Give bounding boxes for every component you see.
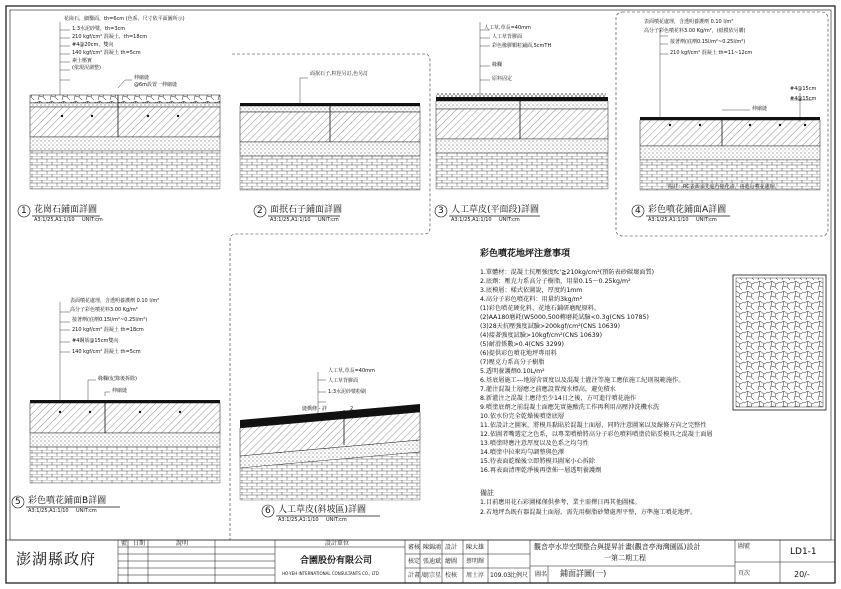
detail-3-section xyxy=(435,22,608,217)
detail-6-label: 縫橋條 - 詳 xyxy=(302,406,327,412)
detail-3-title: 人工草皮(平面段)詳圖 xyxy=(451,205,540,215)
detail-3-scale: A3:1/25,A1:1/10 xyxy=(451,217,492,223)
detail-3-label: 緣欄 xyxy=(492,62,503,68)
detail-2-unit: UNIT:cm xyxy=(318,217,339,223)
page-number: 20/- xyxy=(794,570,810,579)
notes-title: 彩色噴花地坪注意事項 xyxy=(480,249,571,259)
revision-header: 日期 xyxy=(133,540,146,547)
detail-6-scale: A3:1/25,A1:1/10 xyxy=(278,517,319,523)
detail-1-label: @6m設置一伸縮縫 xyxy=(134,82,178,88)
detail-6-label: 人工草,草長=40mm xyxy=(328,368,375,374)
detail-4-title: 彩色噴花鋪面A詳圖 xyxy=(648,205,727,215)
note-item: (2)AA180磨耗(W5000,500轉磨耗試驗<0.3g(CNS 10785) xyxy=(480,314,649,321)
detail-4-scale: A3:1/25,A1:1/10 xyxy=(648,217,689,223)
detail-5-label: 140 kgf/cm² 混凝土 th=5cm xyxy=(72,349,141,355)
staff-name: 周士淳 xyxy=(466,572,485,579)
revision-header: 說明 xyxy=(176,540,189,547)
detail-1-unit: UNIT:cm xyxy=(82,217,103,223)
role-label: 審核 xyxy=(408,544,421,551)
role-person: 張迪斌 xyxy=(423,558,442,565)
note-item: 15.待表面乾燥後立即將模具圖案小心拆除 xyxy=(480,458,596,465)
note-item: 2.底劑：壓克力系高分子樹脂，用量0.15～0.25kg/m² xyxy=(480,278,631,285)
detail-6-title: 人工草皮(斜坡區)詳圖 xyxy=(278,505,367,515)
sheet-number: LD1-1 xyxy=(790,547,817,557)
note-item: 9.噴塗底劑之前混凝土面應先實施酸洗工作再利用高壓沖洗機水洗 xyxy=(480,404,660,411)
detail-5-label: 表面噴花處理，含透明養護劑 0.10 l/m² xyxy=(70,298,160,304)
detail-3-unit: UNIT:cm xyxy=(499,217,520,223)
detail-1-label: 1:3水泥砂漿，th=3cm xyxy=(72,26,126,32)
company-name: 合園股份有限公司 xyxy=(300,556,373,566)
detail-3-number: 3 xyxy=(438,206,444,216)
detail-1-label: 140 kgf/cm² 混凝土 th=5cm xyxy=(72,50,141,56)
detail-1-label: (依現況調整) xyxy=(72,65,101,71)
note-item: 5.透明養護劑0.10L/m² xyxy=(480,368,545,375)
detail-4-label: 接著劑(底劑0.15l/m²~0.25l/m²) xyxy=(670,39,746,45)
staff-role: 設計 xyxy=(445,544,458,551)
detail-4-label: #4@15cm xyxy=(790,96,817,102)
detail-1-scale: A3:1/25,A1:1/10 xyxy=(34,217,75,223)
detail-5-label: 210 kgf/cm² 混凝土 th=18cm xyxy=(72,327,144,333)
detail-3-label: 人工草背膠面 xyxy=(492,34,523,40)
sheet-label: 圖號 xyxy=(738,543,751,550)
staff-name: 蔡明輝 xyxy=(466,558,485,565)
detail-4-label: 表面噴花處理，含透明養護劑 0.10 l/m² xyxy=(644,19,734,25)
detail-2-section xyxy=(240,78,420,217)
design-unit-header: 設計單位 xyxy=(325,540,350,547)
note-item: 11.依設計之圖案，將模具黏貼於混凝土面層，同時注意圖案以及線條方向之完整性 xyxy=(480,422,707,429)
note-item: 3.底模層：樣式依圖說，厚度約1mm xyxy=(480,287,583,294)
role-person: 陳錦鴻 xyxy=(423,544,442,551)
detail-3-label: 原料固定 xyxy=(492,76,513,82)
detail-4-label: 伸縮縫 xyxy=(752,106,768,112)
project-subtitle: 一第二期工程 xyxy=(604,554,646,562)
detail-2-label: 面抿石子,粒徑另訂,色另訂 xyxy=(310,71,369,77)
detail-4-label: #4@15cm xyxy=(790,86,817,92)
detail-5-scale: A3:1/25,A1:1/10 xyxy=(28,508,69,514)
note-item: 12.依圖者嘴選定之色系，以專業噴槍將高分子彩色噴料噴塗於貼妥模具之混凝土面層 xyxy=(480,431,713,438)
detail-1-title: 花崗石鋪面詳圖 xyxy=(34,205,98,215)
detail-5-unit: UNIT:cm xyxy=(76,508,97,514)
detail-4-label: 附註：RC表面須先進行粗化清，再進行噴花處理。 xyxy=(668,184,780,190)
detail-4-unit: UNIT:cm xyxy=(696,217,717,223)
detail-1-label: 素土壓實 xyxy=(72,58,93,64)
role-label: 計畫人 xyxy=(408,572,427,579)
role-label: 核定 xyxy=(408,558,421,565)
detail-3-label: 人工草,草長=40mm xyxy=(484,25,531,31)
role-person: 周宗星 xyxy=(423,572,442,579)
revision-header: 號 xyxy=(121,540,128,547)
detail-1-label: 210 kgf/cm² 混凝土，th=18cm xyxy=(72,34,148,40)
drawing-label: 圖名 xyxy=(535,571,548,578)
detail-4-label: 210 kgf/cm² 混凝土 th=11~12cm xyxy=(670,50,753,56)
detail-6-label: 1:3水泥砂漿粉刷 xyxy=(328,389,367,395)
note-item: (6)提供彩色噴花地坪專用料 xyxy=(480,350,557,357)
detail-5-number: 5 xyxy=(15,497,21,507)
detail-1-label: 花崗石，細鑿面，th=6cm (色系、尺寸依平面圖所示) xyxy=(64,16,185,22)
company-name-en: HO-YEH INTERNATIONAL CONSULTANTS CO., LTD xyxy=(282,571,379,576)
note-item: (7)壓克力系高分子樹脂 xyxy=(480,359,545,366)
note-item: (4)接著強度試驗>10kgf/cm²(CNS 10639) xyxy=(480,332,602,339)
note-item: (1)彩色噴花硬化料，花地石鋪研磨配原料。 xyxy=(480,305,601,312)
detail-1-label: #4@20cm，雙向 xyxy=(72,42,114,48)
note-item: 8.新灌注之混凝土應待至少14日之後，方可進行噴花施作 xyxy=(480,395,637,402)
detail-1-number: 1 xyxy=(21,206,27,216)
detail-6-label: 人工草背膠面 xyxy=(328,378,359,384)
detail-2-title: 面抿石子鋪面詳圖 xyxy=(270,205,343,215)
detail-4-label: 高分子彩色噴花料3.00 Kg/m²，(紙模依另購) xyxy=(644,28,746,34)
staff-role: 繪圖 xyxy=(445,558,458,565)
detail-1-label: 伸縮縫 xyxy=(134,75,150,81)
note-item: 14.噴塗中拉來均勻調整與色澤 xyxy=(480,449,565,456)
staff-role: 校核 xyxy=(445,572,458,579)
detail-5-label: #4鋼筋@15cm雙向 xyxy=(72,338,119,344)
note-item: 6.基底層施工---地層含實度以及混凝土灌注等施工應依施工紀則規範施作。 xyxy=(480,377,685,384)
staff-name: 陳大雄 xyxy=(466,544,485,551)
client-name: 澎湖縣政府 xyxy=(16,550,97,568)
detail-5-label: 伸縮縫 xyxy=(112,388,128,394)
remark-item: 1.目前應用花石彩圖樣僅供參考，業主需擇日再其他圖樣。 xyxy=(480,499,641,506)
detail-2-scale: A3:1/25,A1:1/10 xyxy=(270,217,311,223)
stone-pattern-plan xyxy=(733,275,826,410)
note-item: 1.單體材：混凝土抗壓強度fc'≧210kg/cm²(預防表砂碳壞面質) xyxy=(480,269,655,276)
date-value: 109.03 xyxy=(490,572,511,579)
detail-3-label: 彩色橡膠顆粒鋪面,5cmTH xyxy=(492,43,552,49)
remarks-title: 備註 xyxy=(480,489,494,497)
detail-6-label: 2 xyxy=(350,406,354,412)
note-item: 7.灌注混凝土層應之前應設置洩水標高，避免積水 xyxy=(480,386,616,393)
remark-item: 2.若地坪為既有器混凝土面層，需先用樹脂砂漿處理平整，方準施工噴花地坪。 xyxy=(480,509,697,516)
note-item: (3)28天抗壓強度試驗>200kgf/cm²(CNS 10639) xyxy=(480,323,620,330)
detail-6-unit: UNIT:cm xyxy=(326,517,347,523)
note-item: 13.噴塗時應注意厚度以及色系之均勻性 xyxy=(480,440,589,447)
drawing-title: 鋪面詳圖(一) xyxy=(560,569,607,578)
note-item: (5)耐滑係數>0.4(CNS 3299) xyxy=(480,341,564,348)
detail-5-title: 彩色噴花鋪面B詳圖 xyxy=(28,496,107,506)
note-item: 16.再表面清理乾淨後再塗佈一層透明養護劑 xyxy=(480,467,602,474)
detail-5-label: 接著劑(底劑0.15l/m²~0.25l/m²) xyxy=(72,317,148,323)
detail-2-number: 2 xyxy=(257,206,263,216)
note-item: 10.依水份完全乾燥後噴塗底層 xyxy=(480,413,565,420)
detail-5-label: 緣欄(紀錄後拆除) xyxy=(98,376,137,382)
detail-4-number: 4 xyxy=(635,206,641,216)
detail-6-number: 6 xyxy=(265,506,271,516)
detail-5-label: 高分子彩色噴花料3.00 Kg/m² xyxy=(70,307,138,313)
scale-label: 比例尺 xyxy=(510,572,529,579)
page-label: 頁次 xyxy=(738,570,751,577)
project-title: 觀音亭水岸空間整合與提昇計畫(觀音亭海灣園區)設計 xyxy=(534,543,701,551)
note-item: 4.高分子彩色噴花料：用量約3kg/m² xyxy=(480,296,583,303)
